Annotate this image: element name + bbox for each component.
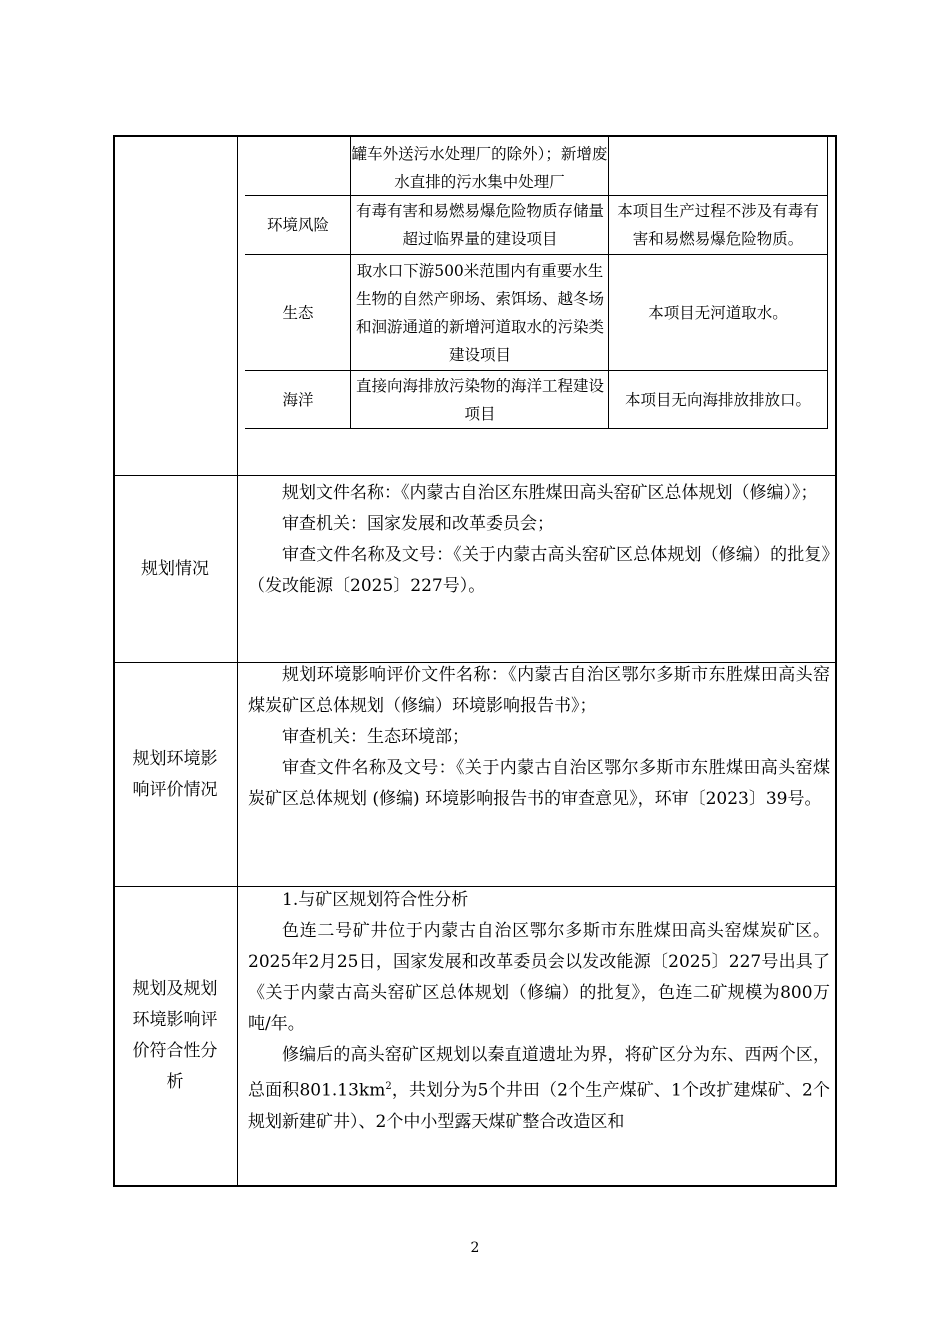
category-text: 海洋 bbox=[282, 390, 314, 409]
section-body-planning bbox=[248, 478, 830, 602]
inner-row-divider bbox=[245, 428, 828, 429]
section-label-text: 规划环境影响评价情况 bbox=[132, 748, 218, 800]
inner-table-assessment-cell bbox=[612, 371, 824, 428]
assessment-text: 本项目无河道取水。 bbox=[648, 303, 788, 322]
inner-table-condition-cell bbox=[355, 255, 605, 370]
assessment-text: 本项目生产过程不涉及有毒有害和易燃易爆危险物质。 bbox=[617, 202, 819, 248]
inner-table-assessment-cell bbox=[612, 255, 824, 370]
paragraph: 审查机关：生态环境部； bbox=[282, 727, 469, 747]
inner-table-category-cell bbox=[246, 255, 350, 370]
section-label-eia bbox=[113, 663, 237, 886]
inner-table-condition-cell bbox=[355, 371, 605, 428]
inner-table-category-cell bbox=[246, 196, 350, 254]
outer-column-divider bbox=[237, 135, 238, 1187]
section-label-planning bbox=[113, 476, 237, 662]
inner-table-condition-cell bbox=[351, 141, 608, 195]
condition-text: 直接向海排放污染物的海洋工程建设项目 bbox=[355, 376, 604, 423]
inner-table-condition-cell bbox=[355, 196, 605, 254]
section-label-text: 规划及规划环境影响评价符合性分析 bbox=[132, 979, 218, 1092]
paragraph: 色连二号矿井位于内蒙古自治区鄂尔多斯市东胜煤田高头窑煤炭矿区。2025年2月25日，国家发展和改革委员会以发改能源〔2025〕227号出具了《关于内蒙古高头窑矿区总体规划（修编）的批复》，色连二矿规模为800万吨/年。 bbox=[248, 921, 830, 1034]
section-body-conformity bbox=[248, 885, 830, 1138]
condition-text: 取水口下游500米范围内有重要水生生物的自然产卵场、索饵场、越冬场和洄游通道的新增河道取水的污染类建设项目 bbox=[355, 261, 604, 364]
condition-text: 有毒有害和易燃易爆危险物质存储量超过临界量的建设项目 bbox=[355, 202, 604, 248]
paragraph: 规划环境影响评价文件名称：《内蒙古自治区鄂尔多斯市东胜煤田高头窑煤炭矿区总体规划（修编）环境影响报告书》； bbox=[248, 665, 830, 716]
paragraph: 审查机关：国家发展和改革委员会； bbox=[282, 514, 554, 534]
condition-text: 罐车外送污水处理厂的除外）；新增废水直排的污水集中处理厂 bbox=[351, 145, 608, 191]
inner-table-assessment-cell bbox=[612, 196, 824, 254]
section-label-text: 规划情况 bbox=[141, 558, 209, 579]
paragraph bbox=[248, 1040, 830, 1138]
inner-table-category-cell bbox=[246, 371, 350, 428]
page-number: 2 bbox=[470, 1240, 480, 1256]
section-label-conformity bbox=[113, 887, 237, 1185]
superscript: 2 bbox=[385, 1081, 392, 1092]
assessment-text: 本项目无向海排放排放口。 bbox=[624, 390, 811, 409]
section-body-eia bbox=[248, 660, 830, 815]
paragraph: 1.与矿区规划符合性分析 bbox=[282, 890, 469, 910]
paragraph: 审查文件名称及文号：《关于内蒙古自治区鄂尔多斯市东胜煤田高头窑煤炭矿区总体规划 (修编) 环境影响报告书的审查意见》，环审〔2023〕39号。 bbox=[248, 758, 830, 809]
paragraph-part: ，共划分为5个井田（2个生产煤矿、1个改扩建煤矿、2个规划新建矿井）、2个中小型露天煤矿整合改造区和 bbox=[248, 1080, 831, 1132]
inner-column-divider bbox=[827, 137, 828, 428]
inner-column-divider bbox=[608, 137, 609, 428]
category-text: 环境风险 bbox=[266, 216, 329, 234]
paragraph: 规划文件名称：《内蒙古自治区东胜煤田高头窑矿区总体规划（修编）》； bbox=[282, 483, 818, 503]
paragraph-part: 修编后的高头窑矿区规划以秦直道遗址为界，将矿区分为东、西两个区，总面积801.13km bbox=[248, 1045, 830, 1101]
category-text: 生态 bbox=[282, 303, 314, 322]
paragraph: 审查文件名称及文号：《关于内蒙古高头窑矿区总体规划（修编）的批复》（发改能源〔2025〕227号）。 bbox=[248, 545, 830, 596]
